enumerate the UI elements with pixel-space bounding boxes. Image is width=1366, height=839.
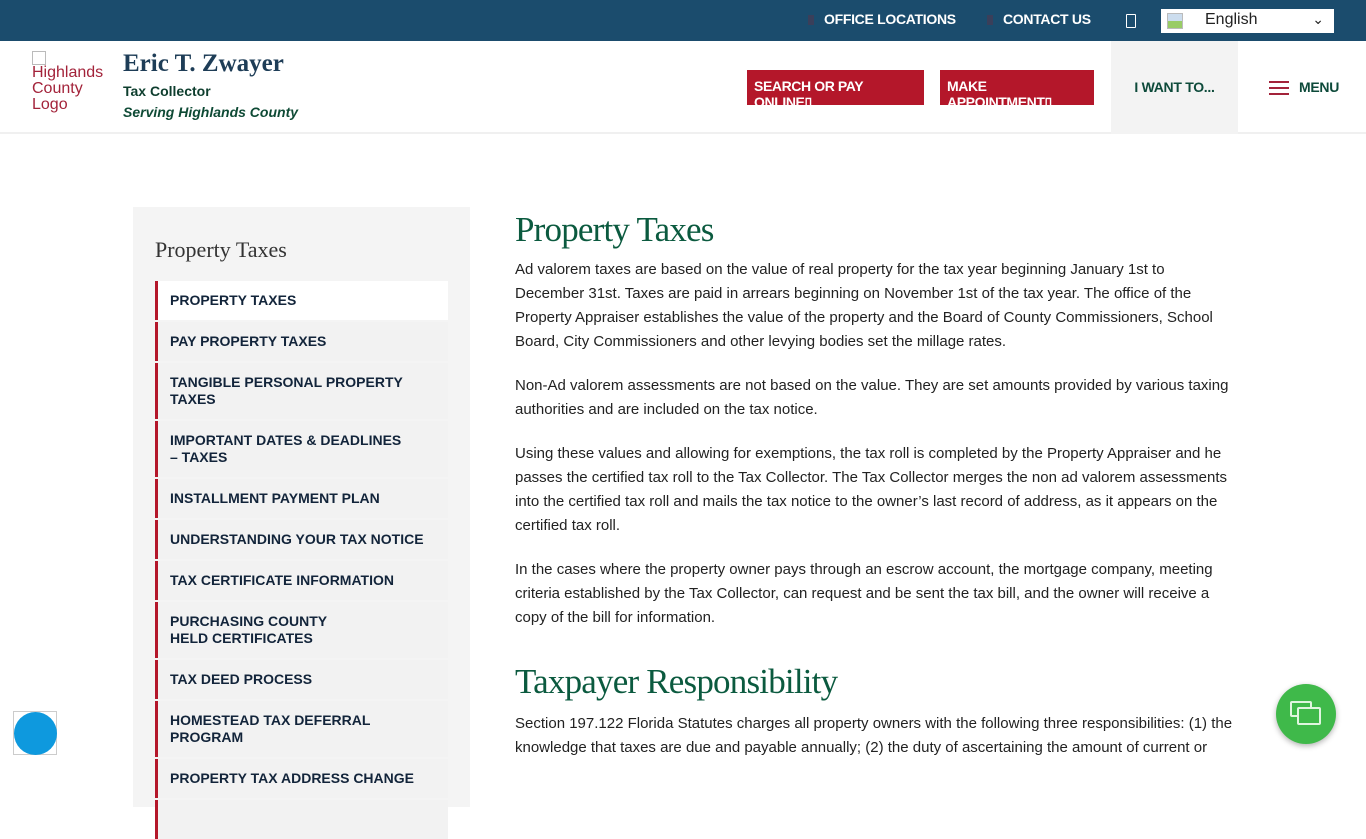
sidebar-item-address-change[interactable]: PROPERTY TAX ADDRESS CHANGE: [155, 759, 448, 798]
sidebar-nav: [133, 207, 470, 807]
location-icon: [808, 15, 814, 25]
language-value: English: [1205, 11, 1258, 28]
accessibility-button[interactable]: [13, 711, 57, 755]
contact-us-link[interactable]: [987, 11, 1091, 27]
chat-bubble-icon: [1297, 707, 1321, 725]
paragraph: In the cases where the property owner pays through an escrow account, the mortgage company, meeting criteria established by the Tax Collector, can request and be sent the tax bill, and the owner will receive a copy of the bill for information.: [515, 561, 1213, 626]
language-select[interactable]: [1161, 9, 1334, 33]
button-label: SEARCH OR PAY ONLINE: [754, 78, 863, 110]
site-tagline: Serving Highlands County: [123, 104, 299, 120]
phone-icon[interactable]: [1126, 14, 1136, 28]
sidebar-item-purchasing-certificates[interactable]: PURCHASING COUNTY HELD CERTIFICATES: [155, 602, 448, 658]
sidebar-item-installment-plan[interactable]: INSTALLMENT PAYMENT PLAN: [155, 479, 448, 518]
sidebar-item-property-taxes[interactable]: PROPERTY TAXES: [155, 281, 448, 320]
site-header: [0, 41, 1366, 134]
paragraph: Ad valorem taxes are based on the value of real property for the tax year beginning January 1st to December 31st. Taxes are paid in arrears beginning on November 1st of the tax year. The office of the Property Appraiser establishes the value of the property and the Board of County Commissioners, School Board, City Commissioners and other levying bodies set the millage rates.: [515, 261, 1213, 350]
sidebar-title: Property Taxes: [155, 237, 287, 262]
accessibility-icon: [14, 712, 57, 755]
section-heading: Taxpayer Responsibility: [515, 662, 838, 701]
flag-icon: [1167, 13, 1183, 29]
broken-image-icon: [32, 51, 46, 65]
county-logo[interactable]: [32, 51, 112, 113]
sidebar-item-important-dates[interactable]: IMPORTANT DATES & DEADLINES – TAXES: [155, 421, 448, 477]
make-appointment-button[interactable]: MAKE APPOINTMENT▯: [940, 70, 1094, 105]
envelope-icon: [987, 15, 993, 25]
site-subtitle: Tax Collector: [123, 83, 211, 99]
i-want-to-button[interactable]: I WANT TO...: [1111, 41, 1238, 134]
sidebar-item-homestead-deferral[interactable]: HOMESTEAD TAX DEFERRAL PROGRAM: [155, 701, 448, 757]
top-bar: [0, 0, 1366, 41]
hamburger-icon: [1269, 81, 1289, 95]
button-label: MAKE APPOINTMENT: [947, 78, 1045, 110]
sidebar-item-understanding-notice[interactable]: UNDERSTANDING YOUR TAX NOTICE: [155, 520, 448, 559]
menu-label: MENU: [1299, 79, 1340, 95]
sidebar-item-tax-certificate[interactable]: TAX CERTIFICATE INFORMATION: [155, 561, 448, 600]
chevron-down-icon: ⌄: [1312, 11, 1324, 27]
office-locations-link[interactable]: [808, 11, 956, 27]
paragraph: Using these values and allowing for exemptions, the tax roll is completed by the Property Appraiser and he passes the certified tax roll to the Tax Collector. The Tax Collector merges the non ad valorem assessments into the certified tax roll and mails the tax notice to the owner’s last record of address, as it appears on the certified tax roll.: [515, 445, 1228, 534]
sidebar-item-tax-deed[interactable]: TAX DEED PROCESS: [155, 660, 448, 699]
main-content: [515, 210, 1235, 780]
sidebar-item-more[interactable]: [155, 800, 448, 839]
office-locations-label: OFFICE LOCATIONS: [824, 11, 956, 27]
page-title: Property Taxes: [515, 210, 714, 249]
sidebar-item-tangible-personal-property[interactable]: TANGIBLE PERSONAL PROPERTY TAXES: [155, 363, 448, 419]
logo-alt-text: Highlands County Logo: [32, 64, 104, 113]
contact-us-label: CONTACT US: [1003, 11, 1091, 27]
chat-button[interactable]: [1276, 684, 1336, 744]
search-or-pay-online-button[interactable]: SEARCH OR PAY ONLINE▯: [747, 70, 924, 105]
paragraph: Non-Ad valorem assessments are not based on the value. They are set amounts provided by various taxing authorities and are included on the tax notice.: [515, 377, 1229, 418]
paragraph: Section 197.122 Florida Statutes charges all property owners with the following three responsibilities: (1) the knowledge that taxes are due and payable annually; (2) the duty of ascertaining the amount of current or: [515, 715, 1233, 756]
sidebar-item-pay-property-taxes[interactable]: PAY PROPERTY TAXES: [155, 322, 448, 361]
site-name[interactable]: Eric T. Zwayer: [123, 50, 284, 77]
menu-button[interactable]: [1269, 79, 1339, 95]
